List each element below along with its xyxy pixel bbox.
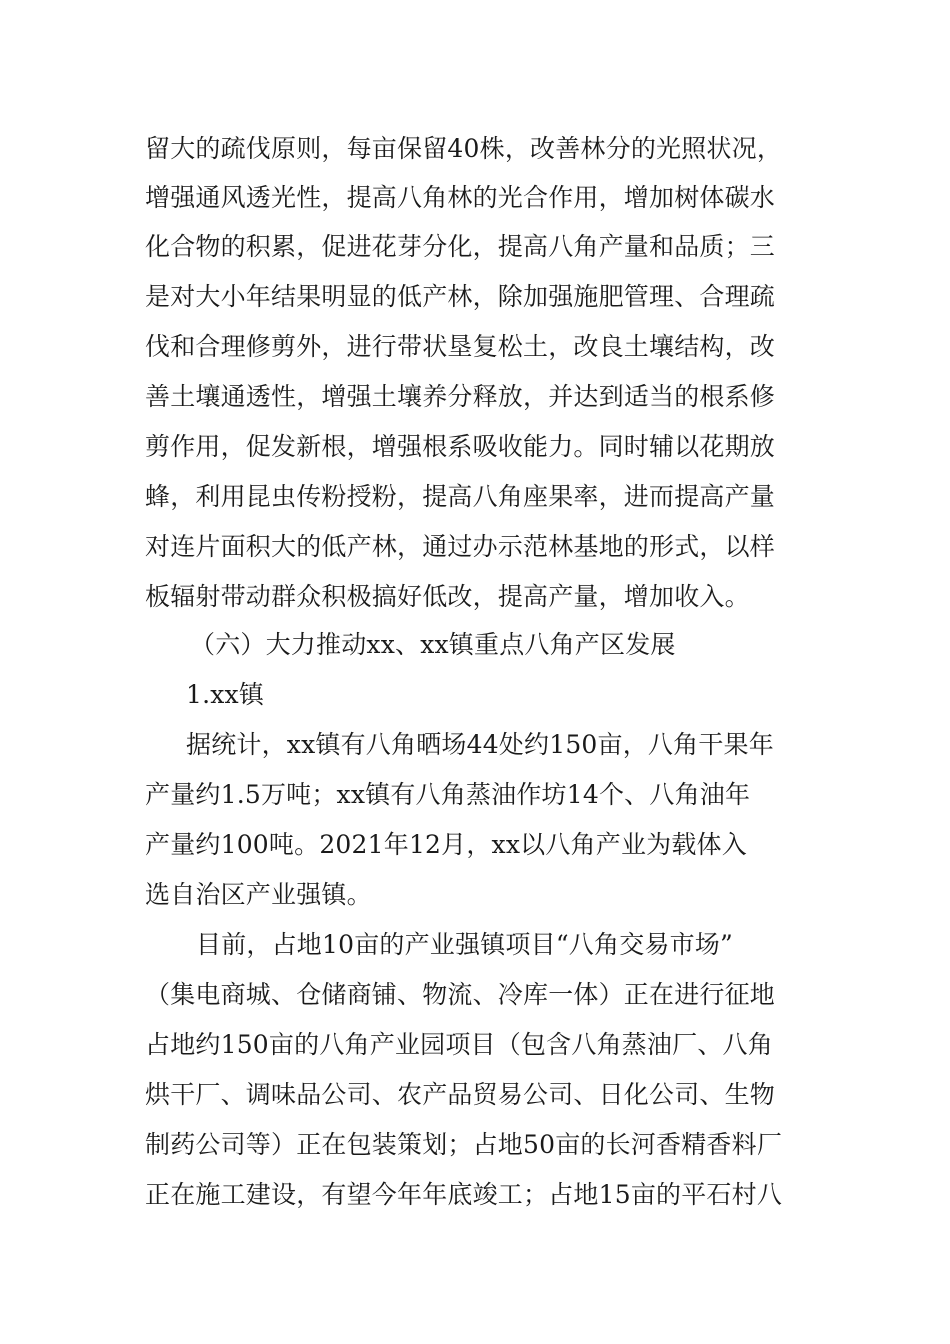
paragraph-line-8: 蜂，利用昆虫传粉授粉，提高八角座果率，进而提高产量 (145, 482, 776, 511)
subsection-heading: 1.xx镇 (186, 680, 265, 709)
paragraph-line-15: 产量约100吨。2021年12月，xx以八角产业为载体入 (145, 830, 747, 859)
paragraph-line-6: 善土壤通透性，增强土壤养分释放，并达到适当的根系修 (145, 382, 776, 411)
paragraph-line-16: 选自治区产业强镇。 (145, 880, 372, 909)
paragraph-line-9: 对连片面积大的低产林，通过办示范林基地的形式，以样 (145, 532, 776, 561)
paragraph-line-17: 目前，占地10亩的产业强镇项目“八角交易市场” (196, 930, 733, 959)
paragraph-line-7: 剪作用，促发新根，增强根系吸收能力。同时辅以花期放 (145, 432, 776, 461)
paragraph-line-2: 增强通风透光性，提高八角林的光合作用，增加树体碳水 (145, 183, 776, 212)
paragraph-line-1: 留大的疏伐原则，每亩保留40株，改善林分的光照状况， (145, 134, 783, 163)
paragraph-line-4: 是对大小年结果明显的低产林，除加强施肥管理、合理疏 (145, 282, 776, 311)
paragraph-line-20: 烘干厂、调味品公司、农产品贸易公司、日化公司、生物 (145, 1080, 776, 1109)
section-heading: （六）大力推动xx、xx镇重点八角产区发展 (190, 630, 676, 659)
paragraph-line-5: 伐和合理修剪外，进行带状垦复松土，改良土壤结构，改 (145, 332, 776, 361)
paragraph-line-19: 占地约150亩的八角产业园项目（包含八角蒸油厂、八角 (145, 1030, 773, 1059)
paragraph-line-13: 据统计，xx镇有八角晒场44处约150亩，八角干果年 (186, 730, 774, 759)
paragraph-line-3: 化合物的积累，促进花芽分化，提高八角产量和品质；三 (145, 232, 776, 261)
paragraph-line-21: 制药公司等）正在包装策划；占地50亩的长河香精香料厂 (145, 1130, 783, 1159)
paragraph-line-18: （集电商城、仓储商铺、物流、冷库一体）正在进行征地 (145, 980, 776, 1009)
paragraph-line-22: 正在施工建设，有望今年年底竣工；占地15亩的平石村八 (145, 1180, 783, 1209)
paragraph-line-10: 板辐射带动群众积极搞好低改，提高产量，增加收入。 (145, 582, 750, 611)
paragraph-line-14: 产量约1.5万吨；xx镇有八角蒸油作坊14个、八角油年 (145, 780, 751, 809)
